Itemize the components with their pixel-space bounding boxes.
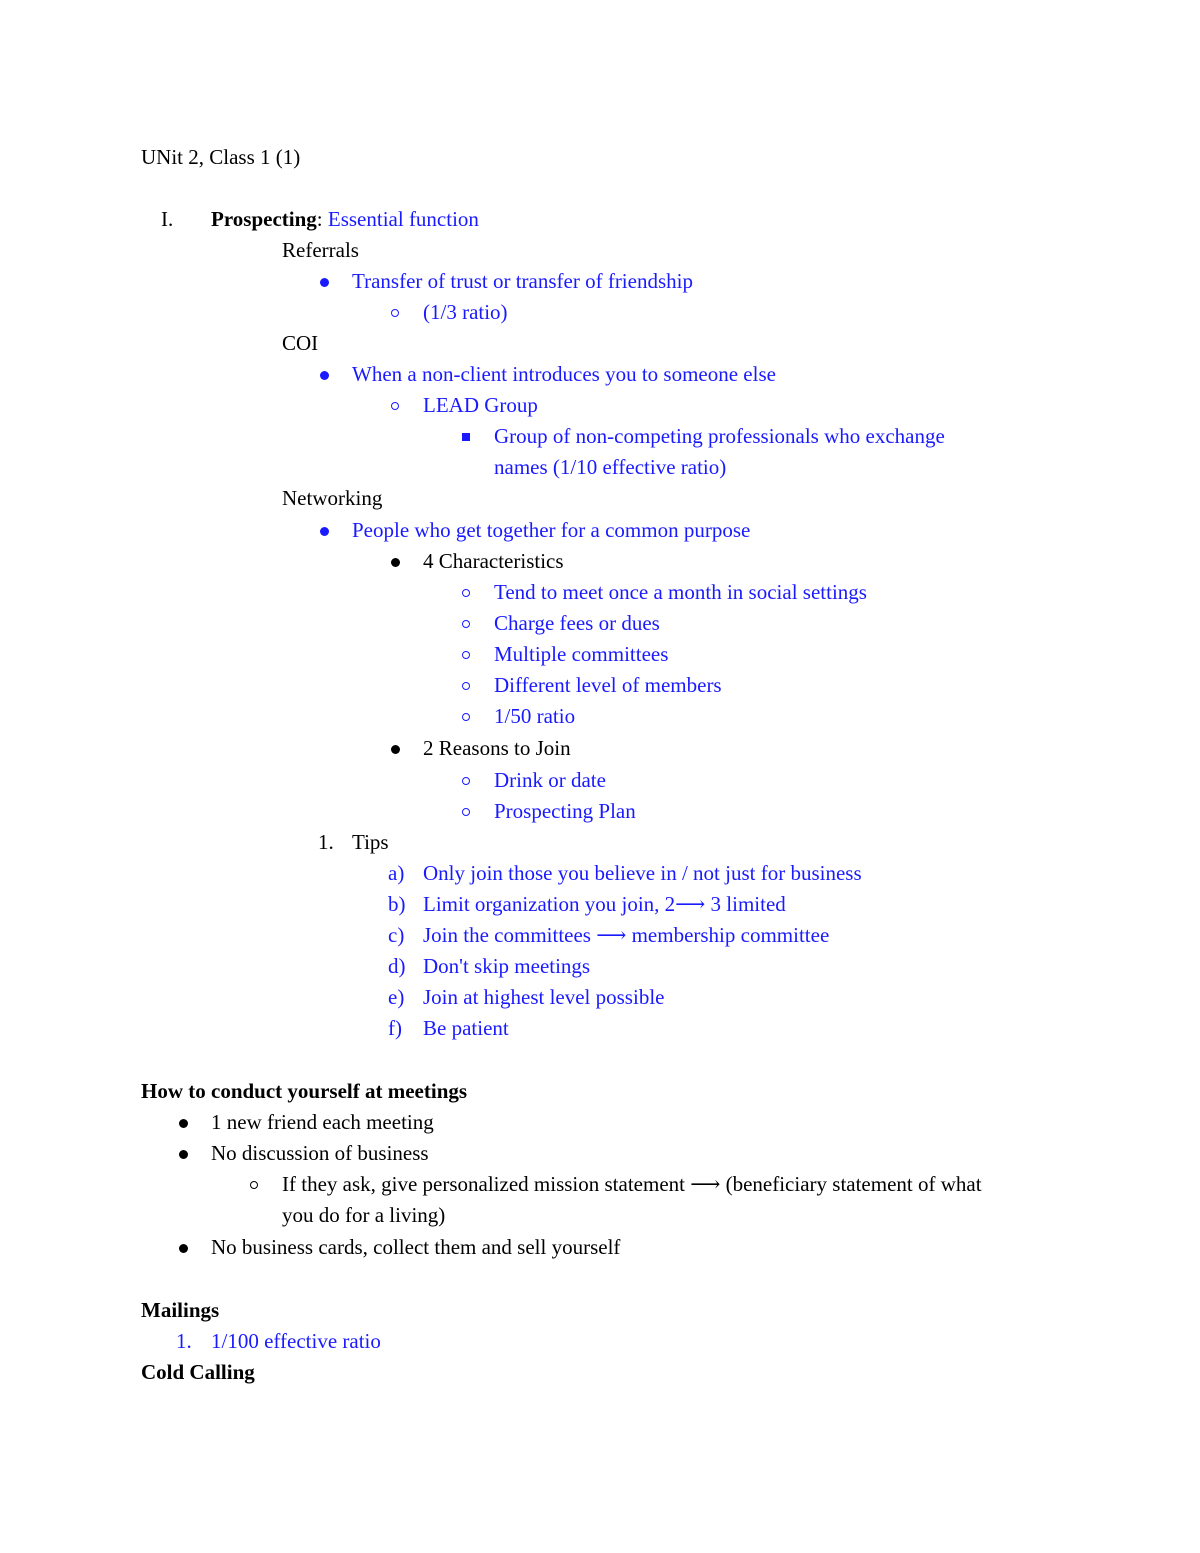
bullet-ring (462, 651, 470, 659)
meetings-last: No business cards, collect them and sell yourself (211, 1235, 621, 1259)
meetings-heading: How to conduct yourself at meetings (141, 1079, 468, 1103)
document-title: UNit 2, Class 1 (1) (141, 145, 301, 169)
mailings-number: 1. (176, 1329, 192, 1353)
tip-letter: c) (388, 923, 405, 947)
bullet-ring (462, 777, 470, 785)
tip-item: Don't skip meetings (423, 954, 591, 978)
tips-number: 1. (318, 830, 334, 854)
section-heading-line (211, 207, 479, 231)
tip-item: Be patient (423, 1016, 509, 1040)
reason-item: Prospecting Plan (494, 799, 636, 823)
reason-item: Drink or date (494, 768, 606, 792)
tip-item: Join the committees ⟶ membership committee (423, 923, 830, 947)
tip-letter: d) (388, 954, 406, 978)
coi-bullet: When a non-client introduces you to someone else (352, 362, 776, 386)
meetings-item: No discussion of business (211, 1141, 429, 1165)
mailings-heading: Mailings (141, 1298, 220, 1322)
cold-calling-heading: Cold Calling (141, 1360, 255, 1384)
referrals-sub: (1/3 ratio) (423, 300, 508, 324)
section-subtitle: Essential function (327, 207, 479, 231)
meetings-sub-line1: If they ask, give personalized mission statement ⟶ (beneficiary statement of what (282, 1172, 982, 1196)
bullet-square (462, 433, 470, 441)
characteristic-item: Different level of members (494, 673, 722, 697)
tip-item: Only join those you believe in / not just for business (423, 861, 862, 885)
networking-label: Networking (282, 486, 383, 510)
coi-subsub-line1: Group of non-competing professionals who exchange (494, 424, 945, 448)
meetings-item: 1 new friend each meeting (211, 1110, 434, 1134)
referrals-label: Referrals (282, 238, 359, 262)
coi-subsub-line2: names (1/10 effective ratio) (494, 455, 727, 479)
bullet-ring (391, 402, 399, 410)
coi-label: COI (282, 331, 319, 355)
coi-sub: LEAD Group (423, 393, 538, 417)
bullet-ring (462, 713, 470, 721)
section-numeral: I. (161, 207, 174, 231)
bullet-dot (179, 1119, 188, 1128)
tip-letter: b) (388, 892, 406, 916)
characteristic-item: Multiple committees (494, 642, 669, 666)
bullet-ring (462, 589, 470, 597)
networking-bullet: People who get together for a common purpose (352, 518, 751, 542)
bullet-dot (320, 527, 329, 536)
characteristics-label: 4 Characteristics (423, 549, 564, 573)
reasons-label: 2 Reasons to Join (423, 736, 571, 760)
tip-letter: a) (388, 861, 405, 885)
bullet-dot (179, 1150, 188, 1159)
characteristic-item: Charge fees or dues (494, 611, 660, 635)
characteristic-item: Tend to meet once a month in social settings (494, 580, 867, 604)
tip-letter: e) (388, 985, 405, 1009)
tips-label: Tips (352, 830, 389, 854)
bullet-ring (462, 808, 470, 816)
section-heading: Prospecting (211, 207, 317, 231)
mailings-item: 1/100 effective ratio (211, 1329, 381, 1353)
bullet-dot (391, 745, 400, 754)
meetings-sub-line2: you do for a living) (282, 1203, 446, 1227)
bullet-dot (320, 278, 329, 287)
referrals-bullet: Transfer of trust or transfer of friendship (352, 269, 693, 293)
tip-item: Join at highest level possible (423, 985, 665, 1009)
bullet-ring (462, 620, 470, 628)
bullet-dot (320, 371, 329, 380)
tip-letter: f) (388, 1016, 402, 1040)
bullet-dot (179, 1244, 188, 1253)
bullet-ring (391, 309, 399, 317)
tip-item: Limit organization you join, 2⟶ 3 limited (423, 892, 786, 916)
characteristic-item: 1/50 ratio (494, 704, 576, 728)
bullet-dot (391, 558, 400, 567)
bullet-ring (462, 682, 470, 690)
bullet-ring (250, 1181, 258, 1189)
heading-colon: : (316, 207, 323, 231)
